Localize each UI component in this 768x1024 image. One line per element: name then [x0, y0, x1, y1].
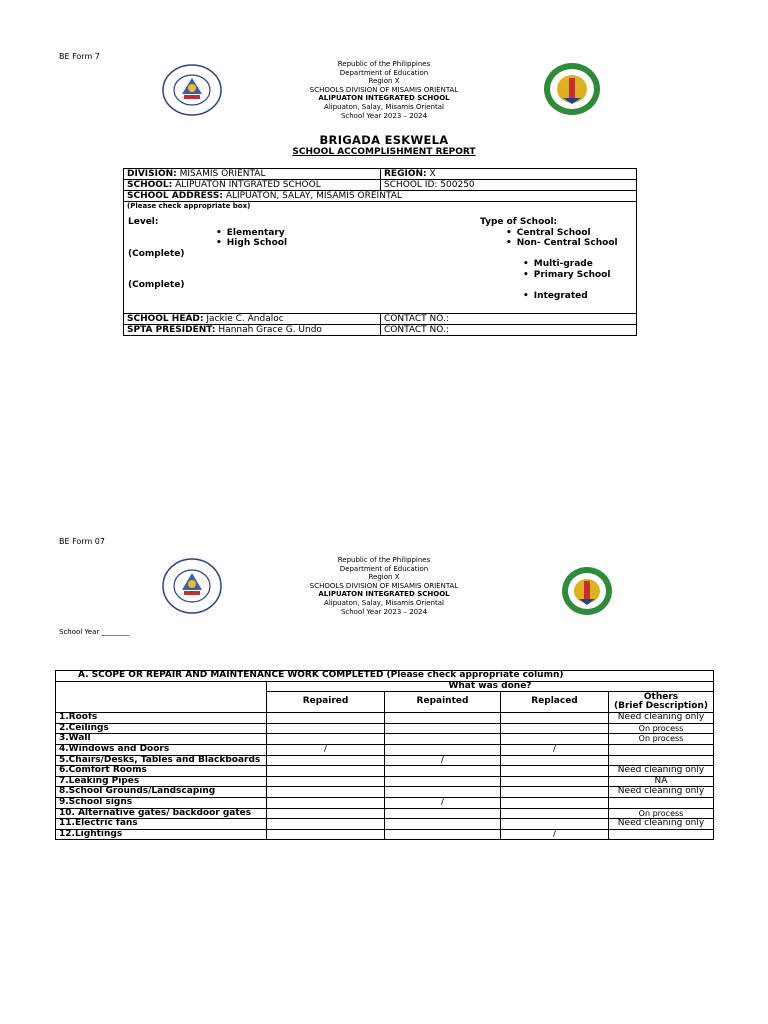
others-description: Need cleaning only	[609, 787, 714, 798]
region-label: REGION:	[384, 169, 427, 179]
scope-item-label: 10. Alternative gates/ backdoor gates	[56, 808, 267, 819]
header-line: SCHOOLS DIVISION OF MISAMIS ORIENTAL	[309, 85, 459, 94]
table-row	[56, 713, 714, 724]
scope-title: A. SCOPE OR REPAIR AND MAINTENANCE WORK COMPLETED (Please check appropriate column)	[56, 671, 714, 682]
replaced-mark: /	[501, 829, 609, 840]
others-description: Need cleaning only	[609, 713, 714, 724]
type-integrated: • Integrated	[523, 291, 588, 301]
header-school-name: ALIPUATON INTEGRATED SCHOOL	[318, 590, 450, 599]
letterhead	[234, 556, 534, 616]
table-row	[56, 755, 714, 766]
replaced-mark	[501, 776, 609, 787]
address-cell	[124, 191, 637, 202]
replaced-mark	[501, 797, 609, 808]
others-description	[609, 755, 714, 766]
type-label: Type of School:	[480, 217, 558, 227]
what-was-done-header: What was done?	[267, 681, 714, 692]
repaired-mark	[267, 776, 385, 787]
school-head-cell	[124, 314, 381, 325]
division-value: MISAMIS ORIENTAL	[179, 169, 266, 179]
scope-item-label: 7.Leaking Pipes	[56, 776, 267, 787]
repainted-mark	[385, 713, 501, 724]
col-repaired: Repaired	[267, 692, 385, 713]
repaired-mark	[267, 734, 385, 745]
others-description	[609, 797, 714, 808]
type-non-central: • Non- Central School	[506, 238, 618, 248]
table-row	[56, 723, 714, 734]
report-title: BRIGADA ESKWELA	[319, 133, 449, 147]
type-multigrade: • Multi-grade	[523, 259, 593, 269]
repainted-mark	[385, 766, 501, 777]
replaced-mark	[501, 808, 609, 819]
repainted-mark	[385, 723, 501, 734]
check-note: (Please check appropriate box)	[127, 202, 251, 210]
repainted-mark: /	[385, 755, 501, 766]
school-value: ALIPUATON INTGRATED SCHOOL	[175, 180, 321, 190]
repaired-mark	[267, 787, 385, 798]
contact-cell: CONTACT NO.:	[381, 314, 637, 325]
replaced-mark	[501, 734, 609, 745]
repainted-mark	[385, 744, 501, 755]
spta-value: Hannah Grace G. Undo	[218, 325, 322, 335]
others-description: On process	[609, 808, 714, 819]
scope-item-label: 9.School signs	[56, 797, 267, 808]
header-line: Republic of the Philippines	[337, 556, 431, 564]
address-label: SCHOOL ADDRESS:	[127, 191, 223, 201]
school-id: SCHOOL ID: 500250	[381, 180, 637, 191]
others-description: On process	[609, 734, 714, 745]
letterhead	[234, 60, 534, 120]
repainted-mark	[385, 819, 501, 830]
address-value: ALIPUATON, SALAY, MISAMIS OREINTAL	[225, 191, 402, 201]
report-subtitle: SCHOOL ACCOMPLISHMENT REPORT	[292, 147, 476, 157]
repaired-mark	[267, 766, 385, 777]
table-row	[56, 787, 714, 798]
others-description: Need cleaning only	[609, 819, 714, 830]
others-description	[609, 744, 714, 755]
others-description: NA	[609, 776, 714, 787]
col-others-sublabel: (Brief Description)	[614, 701, 708, 712]
repaired-mark	[267, 713, 385, 724]
header-line: Department of Education	[339, 564, 429, 573]
type-central: • Central School	[506, 228, 591, 238]
region-value: X	[429, 169, 436, 179]
scope-table	[55, 670, 714, 840]
table-row	[56, 744, 714, 755]
form-label: BE Form 07	[59, 537, 105, 546]
header-line: Department of Education	[339, 68, 429, 77]
repainted-mark	[385, 808, 501, 819]
scope-item-label: 6.Comfort Rooms	[56, 766, 267, 777]
level-elementary: • Elementary	[216, 228, 285, 238]
scope-item-label: 8.School Grounds/Landscaping	[56, 787, 267, 798]
deped-seal-logo	[162, 64, 222, 120]
repainted-mark	[385, 776, 501, 787]
repaired-mark	[267, 755, 385, 766]
region-cell	[381, 169, 637, 180]
others-description	[609, 829, 714, 840]
complete-label: (Complete)	[128, 249, 185, 259]
form-label: BE Form 7	[59, 52, 100, 61]
repaired-mark	[267, 797, 385, 808]
col-replaced: Replaced	[501, 692, 609, 713]
header-line: School Year 2023 – 2024	[340, 607, 428, 616]
header-line: SCHOOLS DIVISION OF MISAMIS ORIENTAL	[309, 581, 459, 590]
header-line: Alipuaton, Salay, Misamis Oriental	[324, 102, 444, 111]
col-others-label: Others	[643, 691, 679, 702]
school-head-value: Jackie C. Andaloc	[206, 314, 284, 324]
school-head-label: SCHOOL HEAD:	[127, 314, 204, 324]
division-cell	[124, 169, 381, 180]
table-row	[56, 819, 714, 830]
others-description: Need cleaning only	[609, 766, 714, 777]
repainted-mark	[385, 787, 501, 798]
table-row	[56, 734, 714, 745]
replaced-mark	[501, 819, 609, 830]
repainted-mark: /	[385, 797, 501, 808]
header-line: Region X	[368, 77, 400, 86]
header-line: School Year 2023 – 2024	[340, 111, 428, 120]
table-row	[56, 797, 714, 808]
type-primary: • Primary School	[523, 270, 610, 280]
table-row	[56, 829, 714, 840]
header-line: Region X	[368, 573, 400, 582]
replaced-mark	[501, 755, 609, 766]
school-info-table	[123, 168, 637, 336]
spta-label: SPTA PRESIDENT:	[127, 325, 216, 335]
repainted-mark	[385, 734, 501, 745]
replaced-mark	[501, 766, 609, 777]
table-row	[56, 766, 714, 777]
repaired-mark	[267, 723, 385, 734]
scope-item-label: 1.Roofs	[56, 713, 267, 724]
school-cell	[124, 180, 381, 191]
school-year-field: School Year ________	[59, 628, 130, 636]
repaired-mark	[267, 829, 385, 840]
school-label: SCHOOL:	[127, 180, 173, 190]
replaced-mark	[501, 787, 609, 798]
replaced-mark: /	[501, 744, 609, 755]
complete-label: (Complete)	[128, 280, 185, 290]
repaired-mark	[267, 808, 385, 819]
level-type-cell	[124, 202, 637, 314]
school-seal-logo	[543, 62, 601, 120]
header-line: Republic of the Philippines	[337, 60, 431, 68]
repaired-mark	[267, 819, 385, 830]
division-label: DIVISION:	[127, 169, 177, 179]
scope-item-label: 3.Wall	[56, 734, 267, 745]
school-seal-logo	[561, 566, 613, 620]
level-label: Level:	[128, 217, 159, 227]
contact-cell: CONTACT NO.:	[381, 325, 637, 336]
deped-seal-logo	[162, 558, 222, 618]
table-row	[56, 776, 714, 787]
level-high-school: • High School	[216, 238, 287, 248]
others-description: On process	[609, 723, 714, 734]
replaced-mark	[501, 723, 609, 734]
scope-item-label: 2.Ceilings	[56, 723, 267, 734]
col-others	[609, 692, 714, 713]
header-line: Alipuaton, Salay, Misamis Oriental	[324, 598, 444, 607]
table-row	[56, 808, 714, 819]
repainted-mark	[385, 829, 501, 840]
scope-item-label: 4.Windows and Doors	[56, 744, 267, 755]
repaired-mark: /	[267, 744, 385, 755]
scope-item-label: 5.Chairs/Desks, Tables and Blackboards	[56, 755, 267, 766]
item-header-cell	[56, 681, 267, 713]
col-repainted: Repainted	[385, 692, 501, 713]
scope-item-label: 12.Lightings	[56, 829, 267, 840]
spta-president-cell	[124, 325, 381, 336]
replaced-mark	[501, 713, 609, 724]
scope-item-label: 11.Electric fans	[56, 819, 267, 830]
header-school-name: ALIPUATON INTEGRATED SCHOOL	[318, 94, 450, 103]
